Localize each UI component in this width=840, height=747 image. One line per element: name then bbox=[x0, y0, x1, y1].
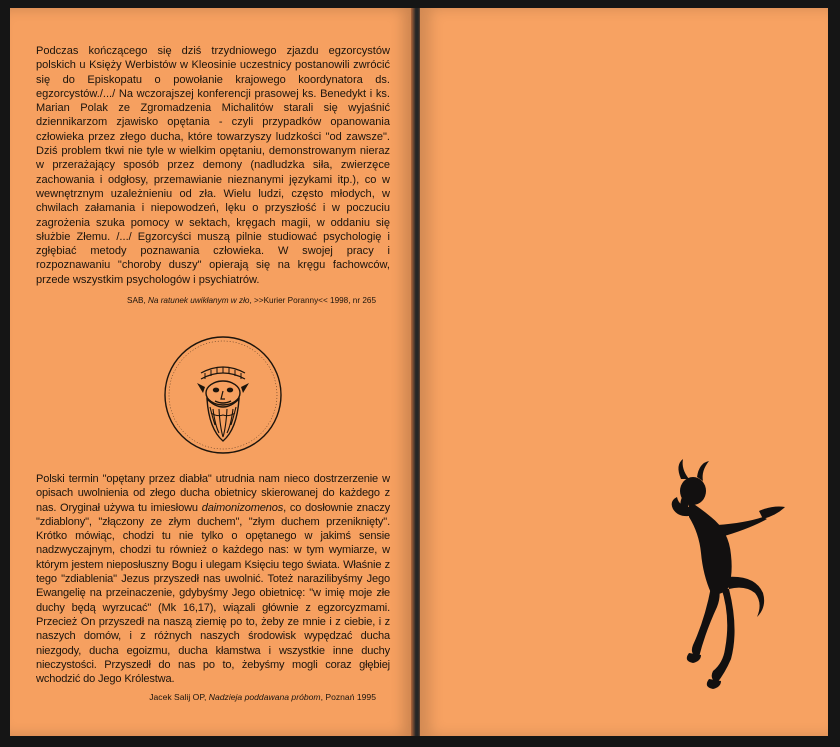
greek-term: daimonizomenos bbox=[201, 501, 284, 514]
book-citation bbox=[149, 692, 376, 702]
dancing-devil-silhouette-icon bbox=[659, 457, 799, 692]
left-page bbox=[10, 8, 414, 736]
citation-author: SAB, bbox=[127, 296, 148, 305]
commentary-text-b: , co dosłownie znaczy "zdiablony", "złączony ze złym duchem", "złym duchem przeniknięty". Krótko mówiąc, chodzi tu nie tylko o opętanego w jakimś sensie nadzwyczajnym, chodzi tu również o każdego nas: w tym wymiarze, w którym jestem nieposłuszny Bogu i ulegam Księciu tego świata. Właśnie z tego "zdiablenia" Jezus przyszedł nas uwolnić. Toteż narazilibyśmy Jego Ewangelię na przeinaczenie, gdybyśmy Jego obietnicę: "w imię moje złe duchy będą wyrzucać" (Mk 16,17), wiązali głównie z egzorcyzmami. Przecież On przyszedł na naszą ziemię po to, żeby ze mnie i z ciebie, i z naszych domów, i z różnych naszych środowisk wypędzać ducha niezgody, ducha egoizmu, ducha kłamstwa i wszystkie inne duchy nieczystości. Przyszedł do nas po to, żebyśmy mogli coraz głębiej wchodzić do Jego Królestwa. bbox=[36, 501, 390, 686]
newspaper-quote-paragraph: Podczas kończącego się dziś trzydniowego zjazdu egzorcystów polskich u Księży Werbistów w Kleosinie uczestnicy postanowili zwrócić się do Episkopatu o powołanie krajowego koordynatora ds. egzorcystów./.../ Na wczorajszej konferencji prasowej ks. Benedykt i ks. Marian Polak ze Zgromadzenia Michalitów starali się wyjaśnić dziennikarzom zjawisko opętania - czyli przypadków opanowania człowieka przez złego ducha, które towarzyszy ludzkości "od zawsze". Dziś problem tkwi nie tyle w wielkim opętaniu, demonstrowanym nieraz w przerażający sposób przez demony (nadludzka siła, zwierzęce zachowania i odgłosy, przemawianie nieznanymi językami itp.), co w wewnętrznym uzależnieniu od zła. Wielu ludzi, często młodych, w chwilach załamania i niepowodzeń, lęku o przyszłość i w poczuciu zagrożenia szuka pomocy w sektach, kręgach magii, w oddaniu się służbie Złemu. /.../ Egzorcyści muszą pilnie studiować psychologię i zgłębiać metody poznawania człowieka. W swojej pracy i rozpoznawaniu "choroby duszy" opierają się na kręgu fachowców, przede wszystkim psychologów i psychiatrów. bbox=[36, 45, 390, 286]
commentary-text-a: Polski termin "opętany przez diabła" utrudnia nam nieco dostrzerzenie w opisach uwolnienia od złego ducha obietnicy skierowanej do każdego z nas. Oryginał używa tu imiesłowu bbox=[36, 473, 390, 514]
newspaper-citation bbox=[127, 296, 376, 305]
citation-title: Na ratunek uwikłanym w zło bbox=[147, 296, 250, 305]
citation-source: , >>Kurier Poranny<< 1998, nr 265 bbox=[249, 296, 376, 305]
medallion-bearded-face-icon bbox=[161, 333, 285, 457]
citation-author: Jacek Salij OP, bbox=[149, 692, 209, 702]
right-page bbox=[420, 8, 828, 736]
commentary-paragraph bbox=[36, 472, 390, 686]
citation-title: Nadzieja poddawana próbom bbox=[208, 692, 321, 702]
citation-source: , Poznań 1995 bbox=[320, 692, 376, 702]
